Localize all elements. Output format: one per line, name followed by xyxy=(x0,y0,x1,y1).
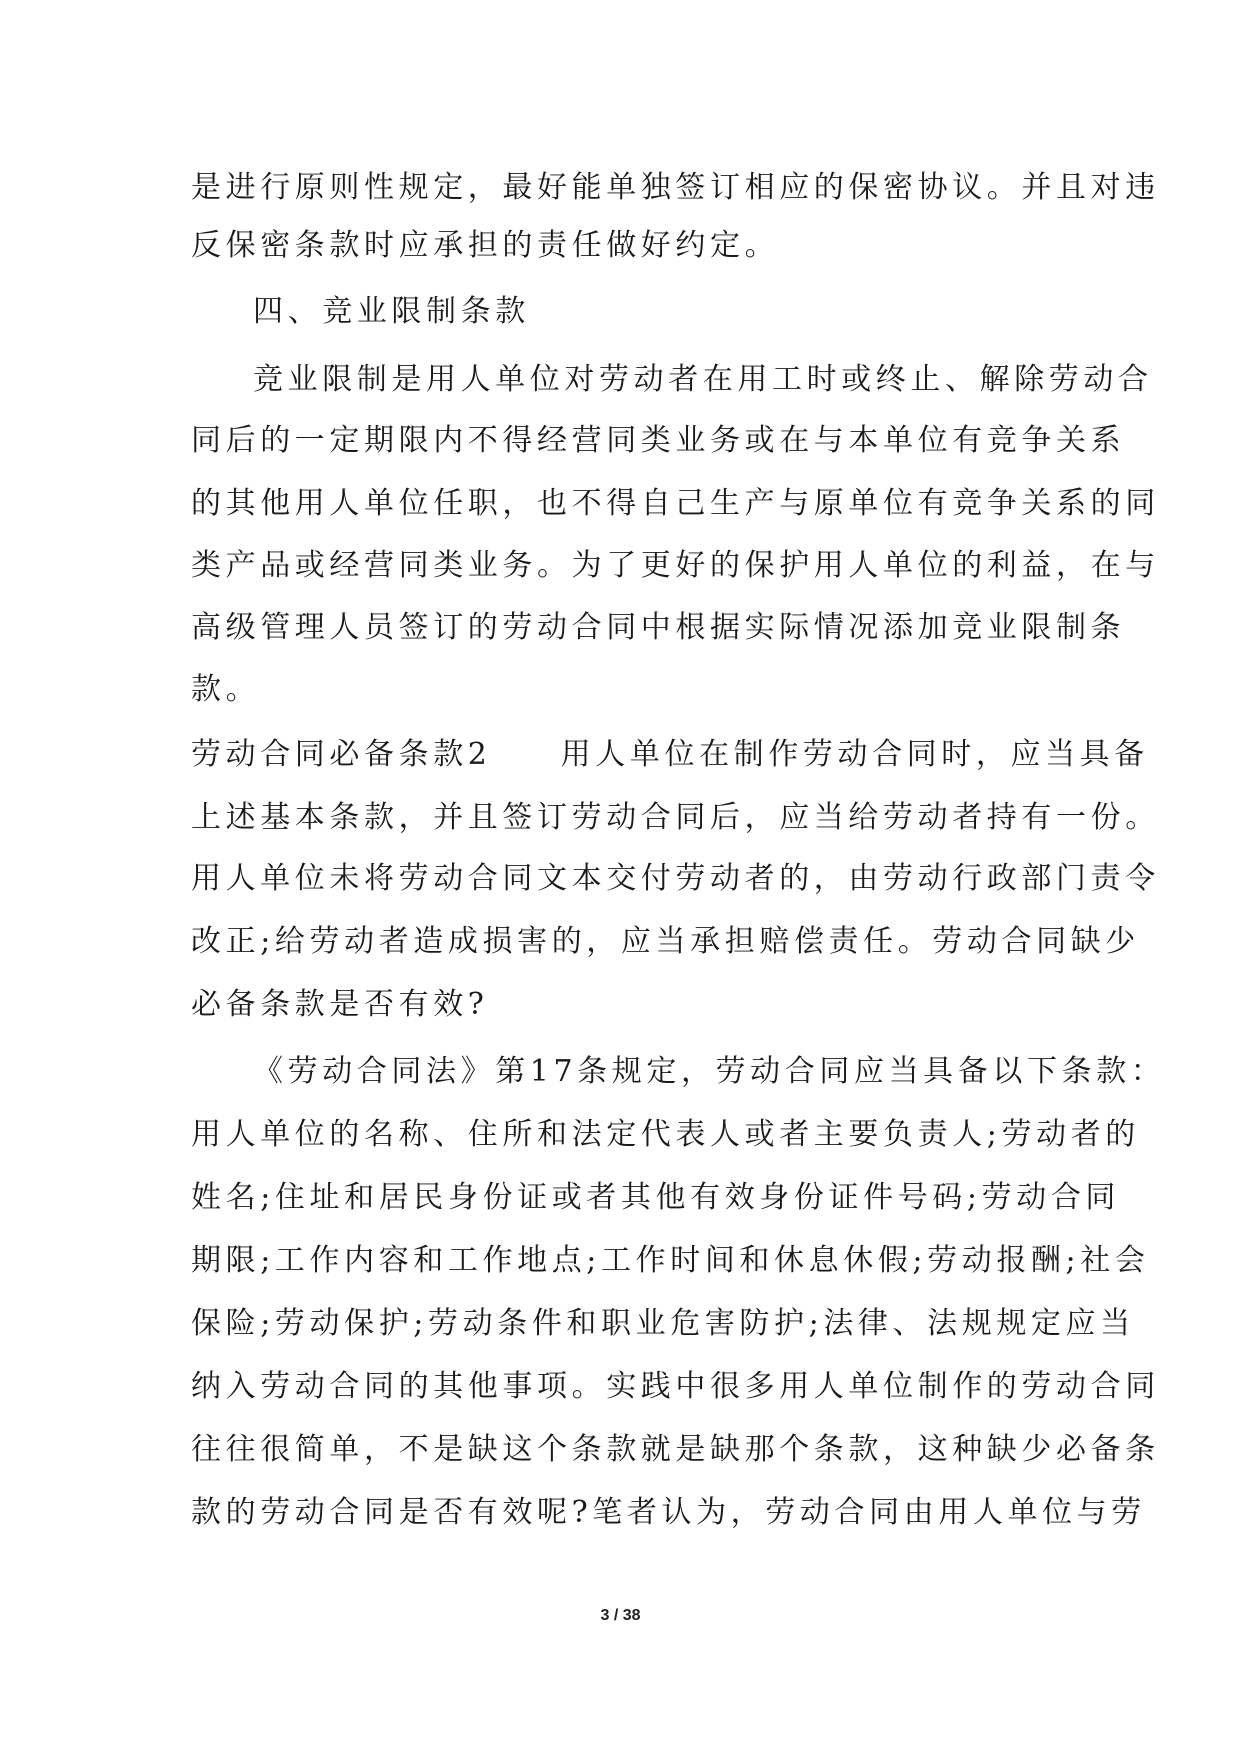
text-line-8: 高级管理人员签订的劳动合同中根据实际情况添加竞业限制条 xyxy=(191,610,1126,645)
text-line-18: 期限;工作内容和工作地点;工作时间和休息休假;劳动报酬;社会 xyxy=(191,1243,1150,1278)
text-line-2: 反保密条款时应承担的责任做好约定。 xyxy=(191,228,780,263)
text-line-14: 必备条款是否有效? xyxy=(191,987,489,1022)
text-line-6: 的其他用人单位任职，也不得自己生产与原单位有竞争关系的同 xyxy=(191,486,1160,521)
text-line-20: 纳入劳动合同的其他事项。实践中很多用人单位制作的劳动合同 xyxy=(191,1369,1160,1404)
text-line-1: 是进行原则性规定，最好能单独签订相应的保密协议。并且对违 xyxy=(191,170,1160,205)
text-line-17: 姓名;住址和居民身份证或者其他有效身份证件号码;劳动合同 xyxy=(191,1180,1121,1215)
text-line-9: 款。 xyxy=(191,672,261,707)
page-number: 3 / 38 xyxy=(600,1607,641,1624)
text-line-15: 《劳动合同法》第17条规定，劳动合同应当具备以下条款： xyxy=(253,1054,1166,1089)
section-heading: 四、竞业限制条款 xyxy=(253,294,530,329)
text-line-7: 类产品或经营同类业务。为了更好的保护用人单位的利益，在与 xyxy=(191,548,1160,583)
text-line-21: 往往很简单，不是缺这个条款就是缺那个条款，这种缺少必备条 xyxy=(191,1432,1160,1467)
text-line-19: 保险;劳动保护;劳动条件和职业危害防护;法律、法规规定应当 xyxy=(191,1306,1135,1341)
text-line-11: 上述基本条款，并且签订劳动合同后，应当给劳动者持有一份。 xyxy=(191,800,1160,835)
text-line-10: 劳动合同必备条款2 用人单位在制作劳动合同时，应当具备 xyxy=(191,737,1149,772)
text-line-12: 用人单位未将劳动合同文本交付劳动者的，由劳动行政部门责令 xyxy=(191,861,1160,896)
text-line-4: 竞业限制是用人单位对劳动者在用工时或终止、解除劳动合 xyxy=(253,362,1153,397)
text-line-13: 改正;给劳动者造成损害的，应当承担赔偿责任。劳动合同缺少 xyxy=(191,924,1140,959)
text-line-22: 款的劳动合同是否有效呢?笔者认为，劳动合同由用人单位与劳 xyxy=(191,1495,1146,1530)
text-line-16: 用人单位的名称、住所和法定代表人或者主要负责人;劳动者的 xyxy=(191,1117,1140,1152)
text-line-5: 同后的一定期限内不得经营同类业务或在与本单位有竞争关系 xyxy=(191,423,1126,458)
